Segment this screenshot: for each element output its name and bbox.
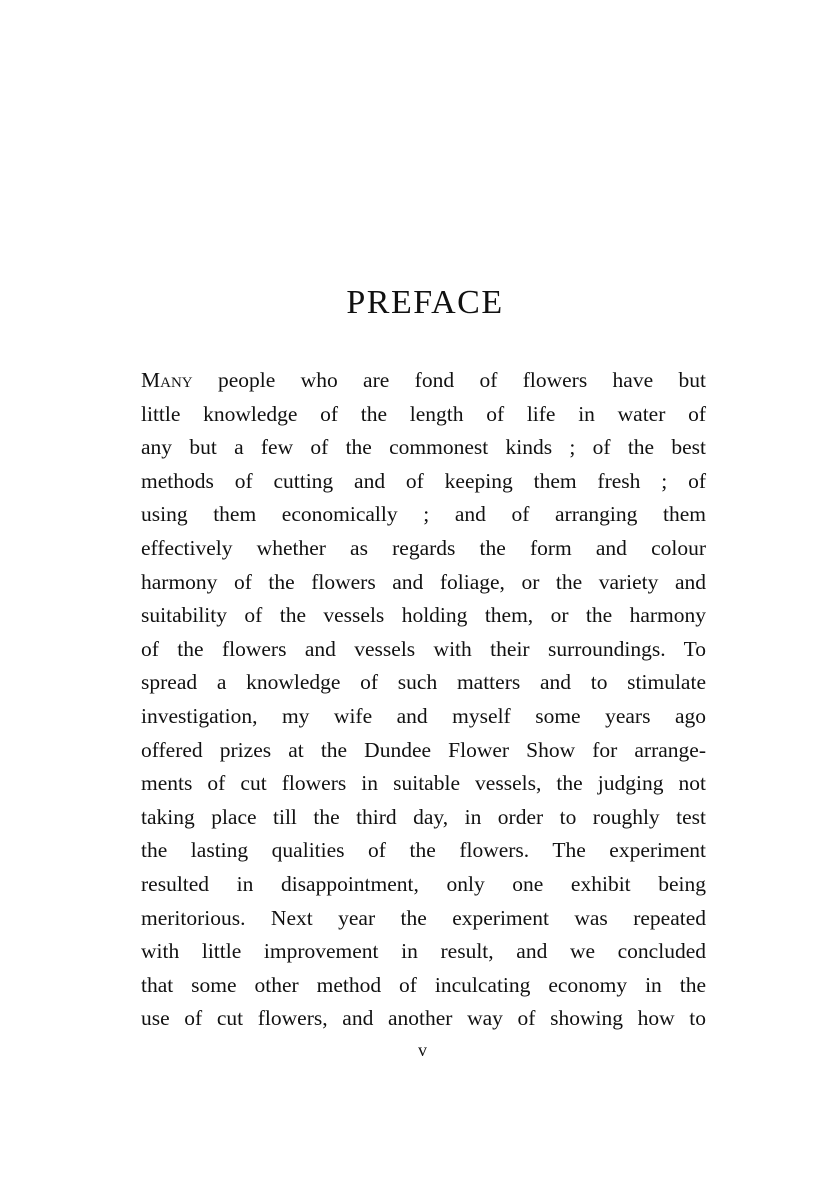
text-line: that some other method of inculcating economy in the	[141, 972, 706, 997]
text-line: resulted in disappointment, only one exhibit being	[141, 871, 706, 896]
text-line: the lasting qualities of the flowers. The experiment	[141, 838, 706, 863]
text-line: of the flowers and vessels with their surroundings. To	[141, 636, 706, 661]
text-line: with little improvement in result, and we concluded	[141, 939, 706, 964]
text-line: methods of cutting and of keeping them fresh ; of	[141, 468, 706, 493]
preface-body	[141, 364, 706, 1036]
text-line: spread a knowledge of such matters and to stimulate	[141, 670, 706, 695]
text-line: harmony of the flowers and foliage, or the variety and	[141, 569, 706, 594]
text-line: using them economically ; and of arranging them	[141, 502, 706, 527]
text-line: little knowledge of the length of life in water of	[141, 401, 706, 426]
text-line: meritorious. Next year the experiment was repeated	[141, 905, 706, 930]
page-title: PREFACE	[346, 284, 504, 321]
text-line	[141, 364, 706, 398]
text-line: suitability of the vessels holding them, or the harmony	[141, 603, 706, 628]
text-line: any but a few of the commonest kinds ; of the best	[141, 435, 706, 460]
text-line: effectively whether as regards the form and colour	[141, 535, 706, 560]
text-line: offered prizes at the Dundee Flower Show for arrange-	[141, 737, 706, 762]
text-line: investigation, my wife and myself some years ago	[141, 703, 706, 728]
opening-word: Many	[141, 368, 193, 392]
text-line: ments of cut flowers in suitable vessels, the judging not	[141, 771, 706, 796]
text-line: use of cut flowers, and another way of showing how to	[141, 1006, 706, 1031]
text-line-content: people who are fond of flowers have but	[192, 368, 706, 392]
text-line: taking place till the third day, in order to roughly test	[141, 804, 706, 829]
page-number: v	[418, 1040, 427, 1060]
